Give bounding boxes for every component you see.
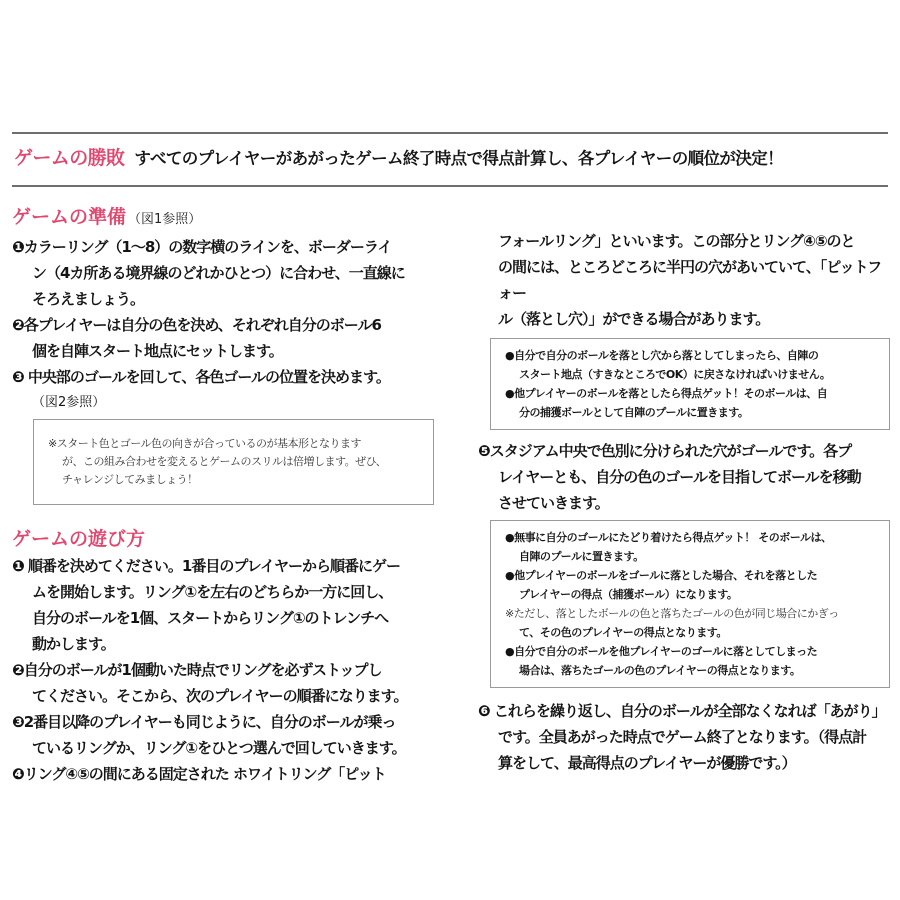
- play-step5: [478, 438, 890, 516]
- top-divider: [12, 132, 888, 134]
- text-line: ❷各プレイヤーは自分の色を決め、それぞれ自分のボール6: [12, 316, 381, 334]
- play-step6: [478, 698, 890, 776]
- text-line: フォールリング」といいます。この部分とリング④⑤のと: [498, 232, 855, 250]
- prep-heading: [12, 203, 442, 234]
- text-line: ❷自分のボールが1個動いた時点でリングを必ずストップし: [12, 661, 382, 679]
- text-line: 個を自陣スタート地点にセットします。: [32, 342, 283, 360]
- prep-heading-text: ゲームの準備: [12, 206, 127, 228]
- prep-heading-ref: （図1参照）: [128, 212, 202, 227]
- box-text-line: 場合は、落ちたゴールの色のプレイヤーの得点となります。: [519, 664, 801, 677]
- box-text-line: 自陣のプールに置きます。: [519, 550, 644, 563]
- bottom-divider: [12, 185, 888, 187]
- text-line: ❻ これらを繰り返し、自分のボールが全部なくなれば「あがり」: [478, 702, 886, 720]
- box-text-line: スタート地点（すきなところでOK）に戻さなければいけません。: [519, 368, 831, 381]
- text-line: （図2参照）: [32, 395, 106, 410]
- box-text-line: 分の捕獲ボールとして自陣のプールに置きます。: [519, 406, 749, 419]
- box-text-line: が、この組み合わせを変えるとゲームのスリルは倍増します。ぜひ、: [62, 455, 387, 468]
- play-step4-continued: [478, 228, 890, 332]
- text-line: ン（4カ所ある境界線のどれかひとつ）に合わせ、一直線に: [32, 264, 405, 282]
- box-text-line: ●無事に自分のゴールにたどり着けたら得点ゲット！ そのボールは、: [505, 531, 832, 544]
- headline: [14, 145, 888, 172]
- box-text-line: ●他プレイヤーのボールを落としたら得点ゲット！そのボールは、自: [505, 387, 828, 400]
- text-line: 算をして、最高得点のプレイヤーが優勝です。）: [498, 754, 796, 772]
- headline-text: すべてのプレイヤーがあがったゲーム終了時点で得点計算し、各プレイヤーの順位が決定！: [134, 149, 784, 168]
- text-line: ているリングか、リング①をひとつ選んで回していきます。: [32, 739, 406, 757]
- text-line: です。全員あがった時点でゲーム終了となります。（得点計: [498, 728, 867, 746]
- text-line: 動かします。: [32, 635, 115, 653]
- left-column: [12, 203, 442, 787]
- right-column: [478, 228, 890, 776]
- play-steps: [12, 553, 442, 787]
- text-line: ❸ 中央部のゴールを回して、各色ゴールの位置を決めます。: [12, 368, 390, 386]
- headline-label: ゲームの勝敗: [14, 147, 125, 169]
- box-text-line: ●自分で自分のボールを落とし穴から落としてしまったら、自陣の: [505, 349, 819, 362]
- prep-steps: [12, 234, 442, 416]
- text-line: てください。そこから、次のプレイヤーの順番になります。: [32, 687, 408, 705]
- box-text-line: プレイヤーの得点（捕獲ボール）になります。: [519, 588, 738, 601]
- text-line: ル（落とし穴）」ができる場合があります。: [498, 310, 770, 328]
- play-heading-text: ゲームの遊び方: [12, 528, 146, 550]
- text-line: 自分のボールを1個、スタートからリング①のトレンチへ: [32, 609, 389, 627]
- box-text-line: ※ただし、落としたボールの色と落ちたゴールの色が同じ場合にかぎっ: [505, 607, 839, 620]
- goal-rules-box: [490, 520, 890, 688]
- text-line: そろえましょう。: [32, 290, 145, 308]
- text-line: ムを開始します。リング①を左右のどちらか一方に回し、: [32, 583, 393, 601]
- text-line: ❺スタジアム中央で色別に分けられた穴がゴールです。各プ: [478, 442, 852, 460]
- text-line: ❶ 順番を決めてください。1番目のプレイヤーから順番にゲー: [12, 557, 401, 575]
- box-text-line: ●自分で自分のボールを他プレイヤーのゴールに落としてしまった: [505, 645, 818, 658]
- text-line: させていきます。: [498, 494, 609, 512]
- prep-note-box: [33, 419, 434, 505]
- box-text-line: チャレンジしてみましょう！: [62, 473, 198, 486]
- box-text-line: ※スタート色とゴール色の向きが合っているのが基本形となります: [48, 437, 361, 450]
- text-line: レイヤーとも、自分の色のゴールを目指してボールを移動: [498, 468, 861, 486]
- text-line: ❹リング④⑤の間にある固定された ホワイトリング「ピット: [12, 765, 386, 783]
- play-heading: [12, 525, 442, 553]
- box-text-line: て、その色のプレイヤーの得点となります。: [519, 626, 727, 639]
- text-line: ❸2番目以降のプレイヤーも同じように、自分のボールが乗っ: [12, 713, 396, 731]
- text-line: の間には、ところどころに半円の穴があいていて、「ピットフォー: [498, 258, 882, 302]
- box-text-line: ●他プレイヤーのボールをゴールに落とした場合、それを落とした: [505, 569, 818, 582]
- pitfall-rules-box: [490, 338, 890, 430]
- text-line: ❶カラーリング（1～8）の数字横のラインを、ボーダーライ: [12, 238, 392, 256]
